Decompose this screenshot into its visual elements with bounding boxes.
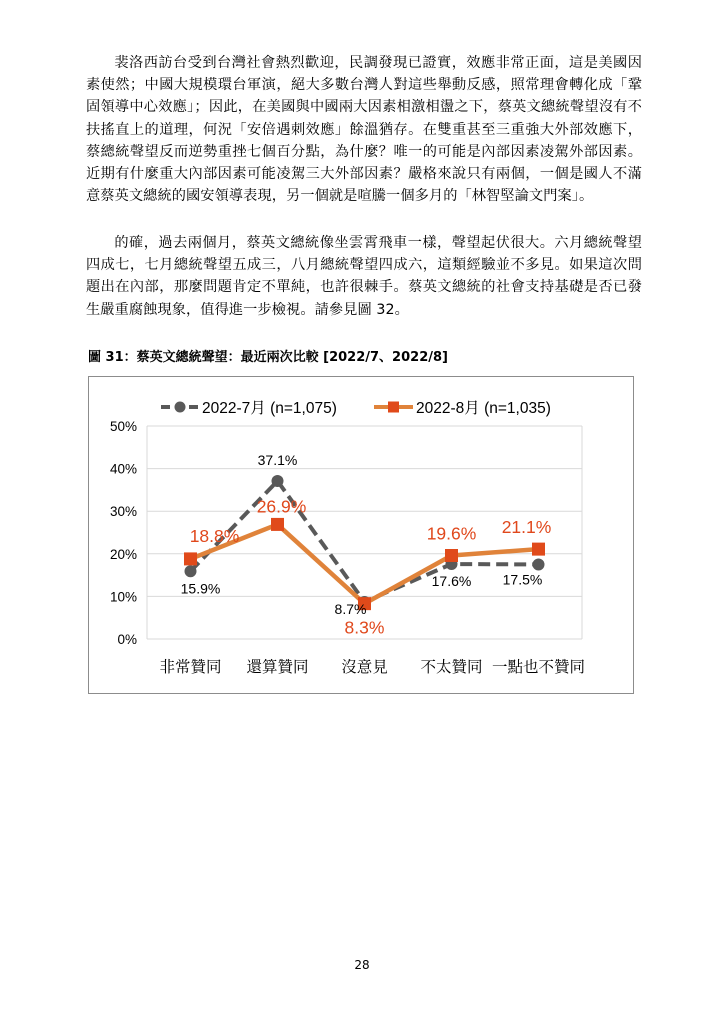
- x-tick-label: 不太贊同: [420, 659, 483, 676]
- data-point-august: [271, 518, 284, 531]
- x-tick-label: 非常贊同: [159, 659, 222, 676]
- y-tick-label: 50%: [109, 419, 137, 434]
- approval-line-chart: [89, 377, 632, 692]
- y-tick-label: 10%: [109, 589, 137, 605]
- data-label-august: 19.6%: [426, 523, 477, 544]
- data-point-august: [184, 552, 197, 565]
- data-label-august: 21.1%: [501, 517, 552, 538]
- series-line-july: [191, 481, 539, 602]
- data-label-july: 15.9%: [180, 580, 221, 597]
- legend-label-july: 2022-7月 (n=1,075): [202, 400, 337, 417]
- chart-legend: [161, 399, 551, 417]
- data-label-july: 8.7%: [334, 600, 367, 617]
- chart-frame: [88, 376, 634, 694]
- data-label-july: 17.5%: [502, 571, 543, 588]
- paragraph-2: 的確，過去兩個月，蔡英文總統像坐雲霄飛車一樣，聲望起伏很大。六月總統聲望四成七，七月總統聲望五成三，八月總統聲望四成六，這類經驗並不多見。如果這次問題出在內部，那麼問題肯定不單純，也許很棘手。蔡英文總統的社會支持基礎是否已發生嚴重腐蝕現象，值得進一步檢視。請參見圖 32。: [86, 235, 642, 318]
- data-label-july: 17.6%: [431, 573, 472, 590]
- y-axis-ticks: [110, 419, 137, 647]
- paragraph-1: 裴洛西訪台受到台灣社會熱烈歡迎，民調發現已證實，效應非常正面，這是美國因素使然；中國大規模環台軍演，絕大多數台灣人對這些舉動反感，照常理會轉化成「鞏固領導中心效應」；因此，在美國與中國兩大因素相激相盪之下，蔡英文總統聲望沒有不扶搖直上的道理，何況「安倍遇刺效應」餘溫猶存。在雙重甚至三重強大外部效應下，蔡總統聲望反而逆勢重挫七個百分點，為什麼？唯一的可能是內部因素凌駕外部因素。近期有什麼重大內部因素可能凌駕三大外部因素？嚴格來說只有兩個，一個是國人不滿意蔡英文總統的國安領導表現，另一個就是喧騰一個多月的「林智堅論文門案」。: [86, 55, 642, 205]
- page-number: 28: [354, 958, 370, 972]
- x-axis-ticks: [159, 657, 585, 676]
- x-tick-label: 一點也不贊同: [491, 659, 586, 676]
- data-label-july: 37.1%: [257, 451, 298, 468]
- y-tick-label: 20%: [109, 546, 137, 562]
- legend-marker-august: [388, 402, 399, 413]
- data-point-august: [532, 543, 545, 556]
- x-tick-label: 沒意見: [341, 659, 388, 676]
- legend-label-august: 2022-8月 (n=1,035): [416, 400, 551, 417]
- data-point-august: [445, 549, 458, 562]
- legend-marker-july: [175, 402, 186, 413]
- data-label-august: 26.9%: [256, 496, 307, 517]
- y-tick-label: 30%: [109, 504, 137, 520]
- data-label-august: 18.8%: [189, 525, 240, 546]
- chart-data-labels: [181, 452, 552, 638]
- data-point-july: [185, 565, 197, 577]
- x-tick-label: 還算贊同: [246, 659, 309, 676]
- data-point-july: [272, 475, 284, 487]
- data-label-august: 8.3%: [344, 617, 385, 638]
- data-point-july: [533, 558, 545, 570]
- y-tick-label: 0%: [117, 632, 137, 647]
- figure-caption: 圖 31：蔡英文總統聲望：最近兩次比較 [2022/7、2022/8]: [88, 350, 448, 365]
- y-tick-label: 40%: [109, 461, 137, 477]
